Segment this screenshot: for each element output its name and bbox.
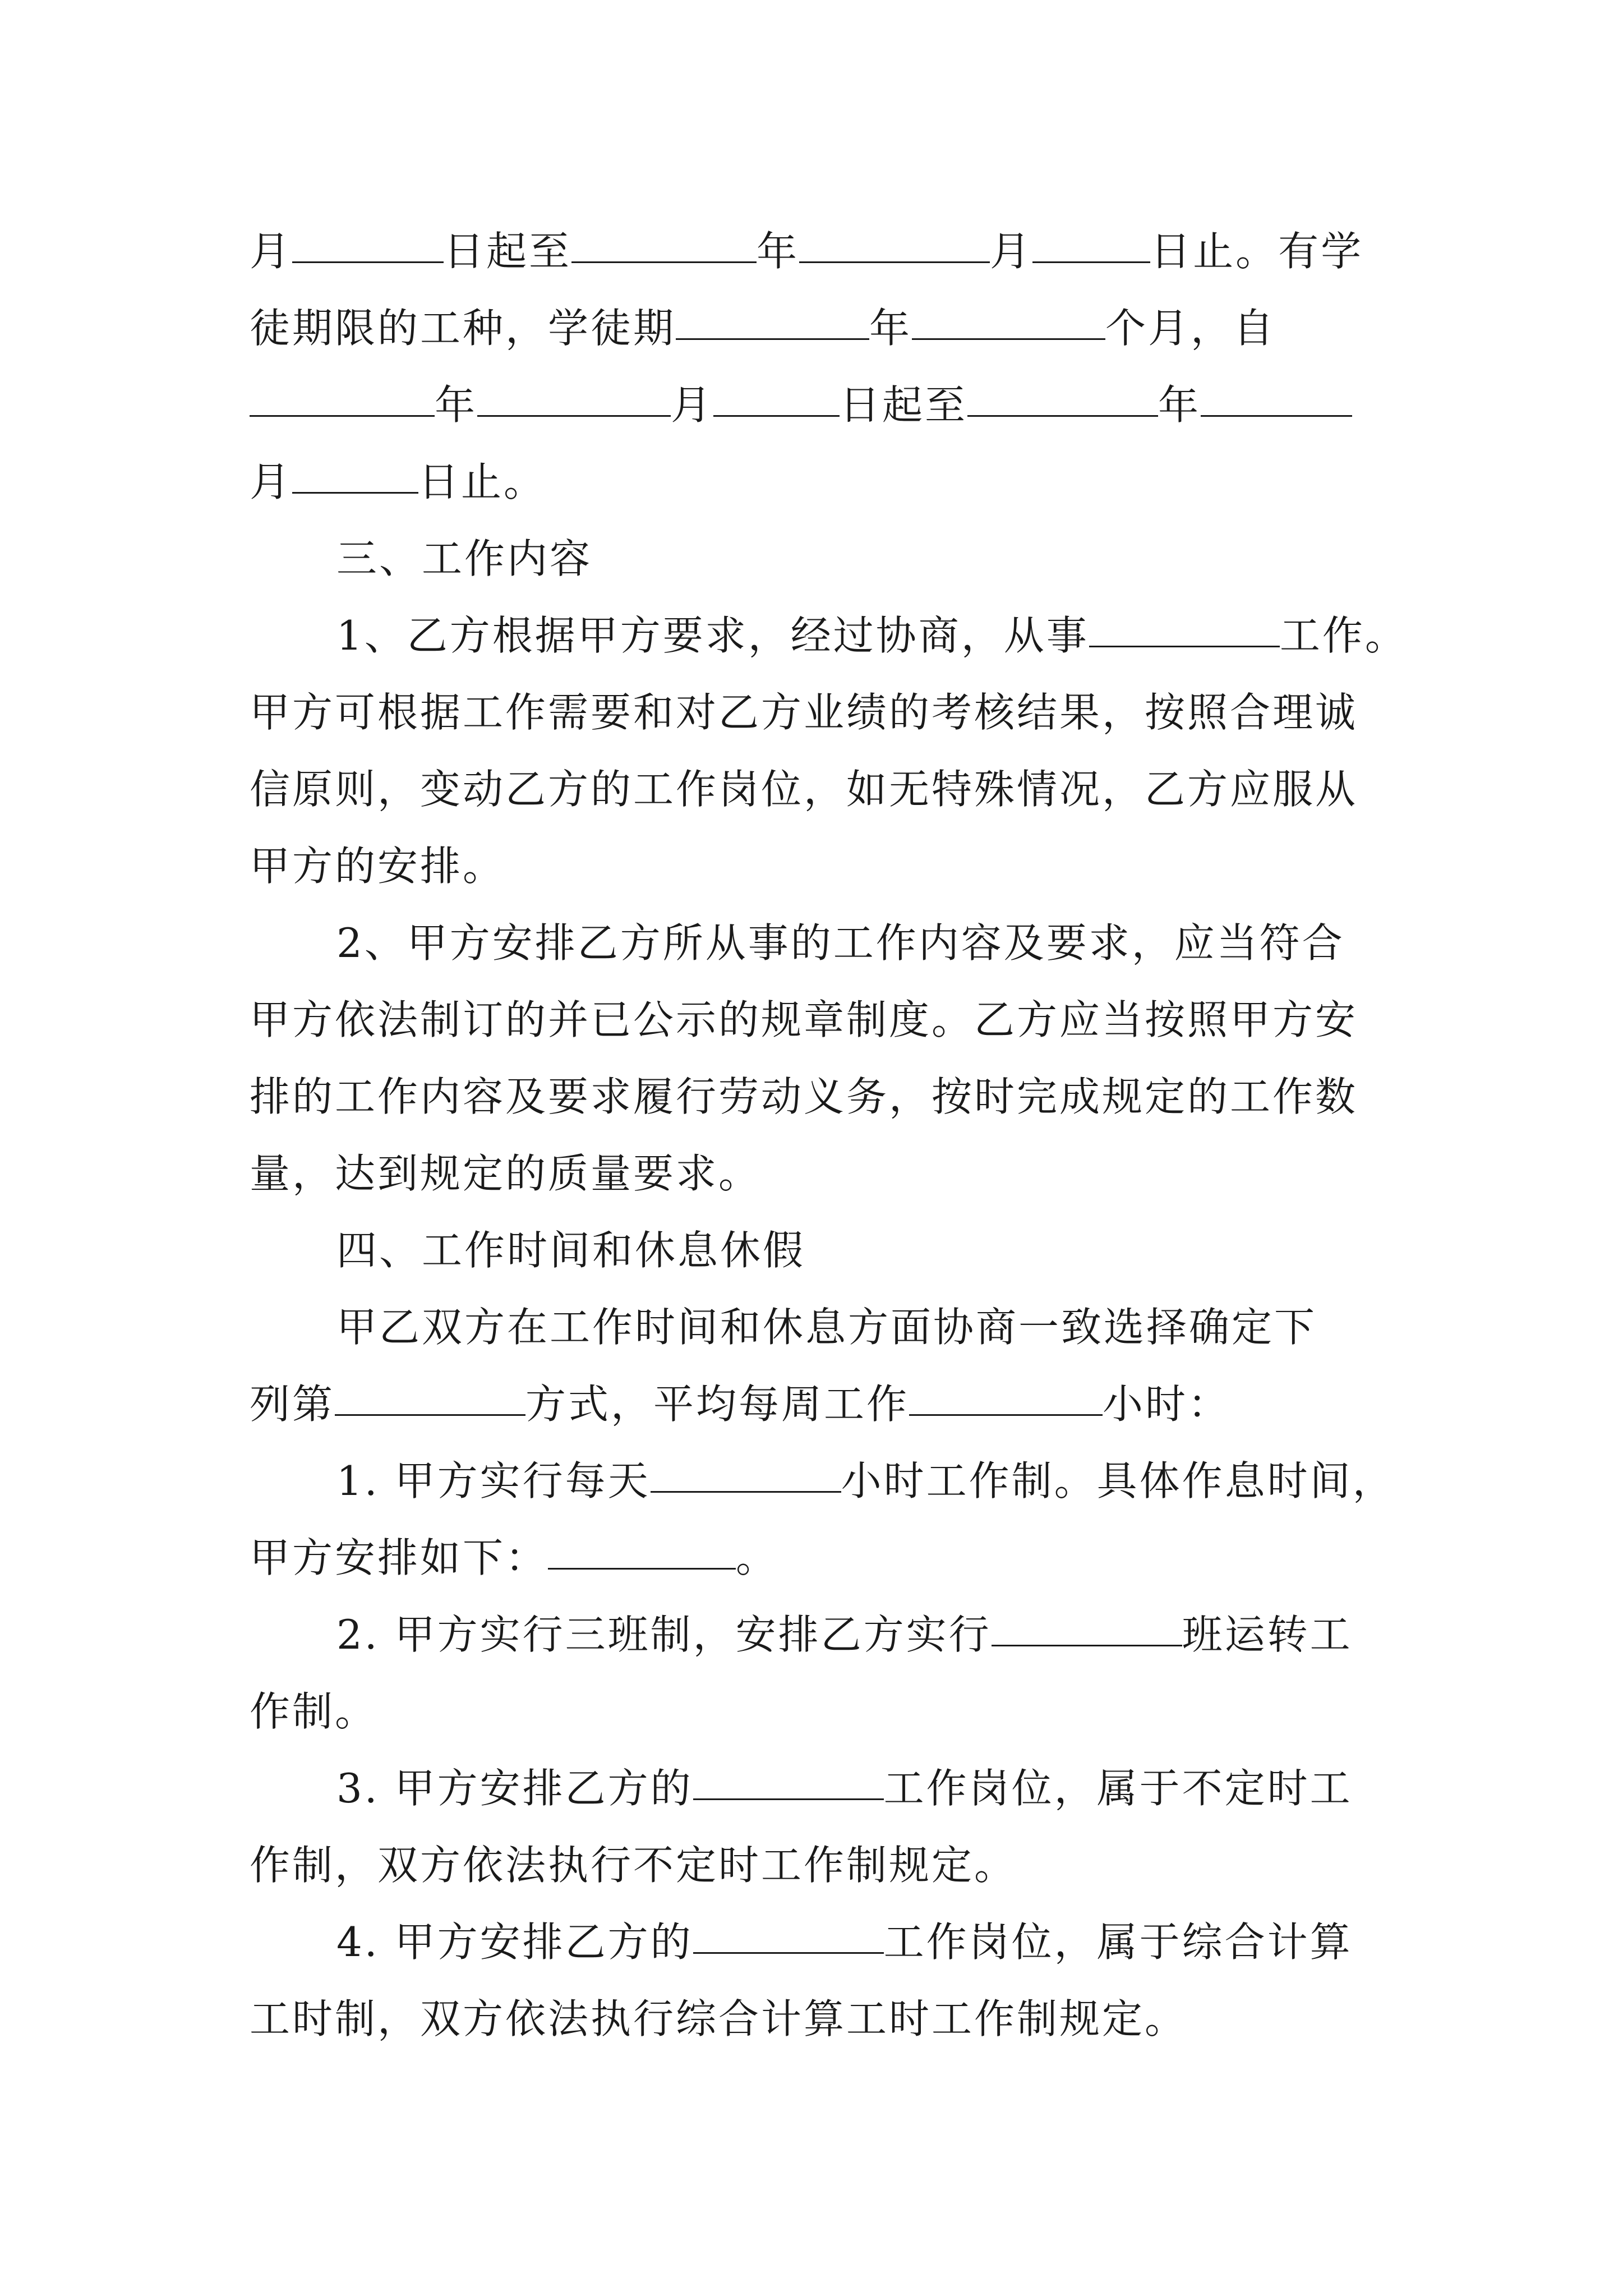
text-segment: 年	[435, 381, 478, 429]
text-segment: 徒期限的工种，学徒期	[250, 305, 676, 352]
fill-blank	[676, 299, 869, 340]
text-segment: 月	[250, 228, 293, 275]
text-line: 甲方依法制订的并已公示的规章制度。乙方应当按照甲方安	[250, 996, 1358, 1043]
text-line	[250, 1904, 1388, 1981]
text-line	[250, 1443, 1395, 1520]
text-segment: 。	[736, 1534, 779, 1581]
fill-blank	[548, 1529, 736, 1570]
text-segment: 日止。有学	[1150, 228, 1364, 275]
text-line	[250, 444, 1388, 521]
fill-blank	[1201, 376, 1352, 417]
text-segment: 1. 甲方实行每天	[336, 1457, 651, 1504]
text-line	[250, 290, 1388, 367]
text-line	[250, 367, 1388, 444]
text-segment: 甲方安排如下：	[250, 1534, 548, 1581]
fill-blank	[799, 222, 990, 263]
section-heading: 三、工作内容	[336, 535, 593, 582]
text-line: 甲乙双方在工作时间和休息方面协商一致选择确定下	[336, 1304, 1317, 1351]
text-line	[250, 1366, 1388, 1443]
text-line	[250, 1596, 1388, 1673]
text-segment: 小时工作制。具体作息时间，	[841, 1457, 1395, 1504]
text-segment: 工作岗位，属于不定时工	[883, 1765, 1353, 1812]
text-segment: 年	[869, 305, 912, 352]
text-line: 工时制，双方依法执行综合计算工时工作制规定。	[250, 1995, 1188, 2042]
text-segment: 月	[990, 228, 1033, 275]
fill-blank	[292, 222, 444, 263]
text-segment: 工作。	[1279, 612, 1408, 659]
text-segment: 日起至	[444, 228, 572, 275]
text-segment: 月	[671, 381, 714, 429]
fill-blank	[250, 376, 435, 417]
text-line	[250, 1520, 1388, 1596]
text-segment: 2. 甲方实行三班制，安排乙方实行	[336, 1611, 992, 1658]
text-line: 作制。	[250, 1688, 378, 1735]
text-line: 甲方可根据工作需要和对乙方业绩的考核结果，按照合理诚	[250, 689, 1358, 736]
fill-blank	[335, 1375, 525, 1416]
text-segment: 年	[757, 228, 800, 275]
fill-blank	[909, 1375, 1103, 1416]
fill-blank	[1032, 222, 1150, 263]
text-line	[250, 1750, 1388, 1827]
fill-blank	[693, 1913, 884, 1954]
text-segment: 4. 甲方安排乙方的	[336, 1918, 693, 1966]
text-segment: 日止。	[418, 458, 547, 505]
fill-blank	[571, 222, 757, 263]
fill-blank	[693, 1759, 884, 1800]
text-line: 甲方的安排。	[250, 843, 506, 890]
text-segment: 列第	[250, 1381, 335, 1428]
text-line: 2、甲方安排乙方所从事的工作内容及要求，应当符合	[336, 919, 1345, 967]
section-heading: 四、工作时间和休息休假	[336, 1227, 806, 1274]
text-segment: 1、乙方根据甲方要求，经过协商，从事	[336, 612, 1089, 659]
text-line: 量，达到规定的质量要求。	[250, 1150, 762, 1197]
text-line: 信原则，变动乙方的工作岗位，如无特殊情况，乙方应服从	[250, 766, 1358, 813]
text-line	[250, 213, 1388, 290]
fill-blank	[992, 1605, 1182, 1646]
text-segment: 年	[1158, 381, 1201, 429]
fill-blank	[713, 376, 840, 417]
fill-blank	[292, 453, 418, 494]
fill-blank	[477, 376, 671, 417]
text-segment: 班运转工	[1182, 1611, 1353, 1658]
text-segment: 日起至	[840, 381, 968, 429]
text-line: 排的工作内容及要求履行劳动义务，按时完成规定的工作数	[250, 1073, 1358, 1120]
fill-blank	[651, 1452, 841, 1493]
text-segment: 方式，平均每周工作	[525, 1381, 910, 1428]
fill-blank	[912, 299, 1105, 340]
text-segment: 小时：	[1103, 1381, 1231, 1428]
document-body	[250, 213, 1408, 2058]
fill-blank	[967, 376, 1158, 417]
fill-blank	[1089, 606, 1280, 647]
text-segment: 个月，自	[1105, 305, 1276, 352]
text-line	[250, 597, 1408, 674]
text-segment: 工作岗位，属于综合计算	[883, 1918, 1353, 1966]
text-segment: 3. 甲方安排乙方的	[336, 1765, 693, 1812]
text-segment: 月	[250, 458, 293, 505]
text-line: 作制，双方依法执行不定时工作制规定。	[250, 1842, 1017, 1889]
